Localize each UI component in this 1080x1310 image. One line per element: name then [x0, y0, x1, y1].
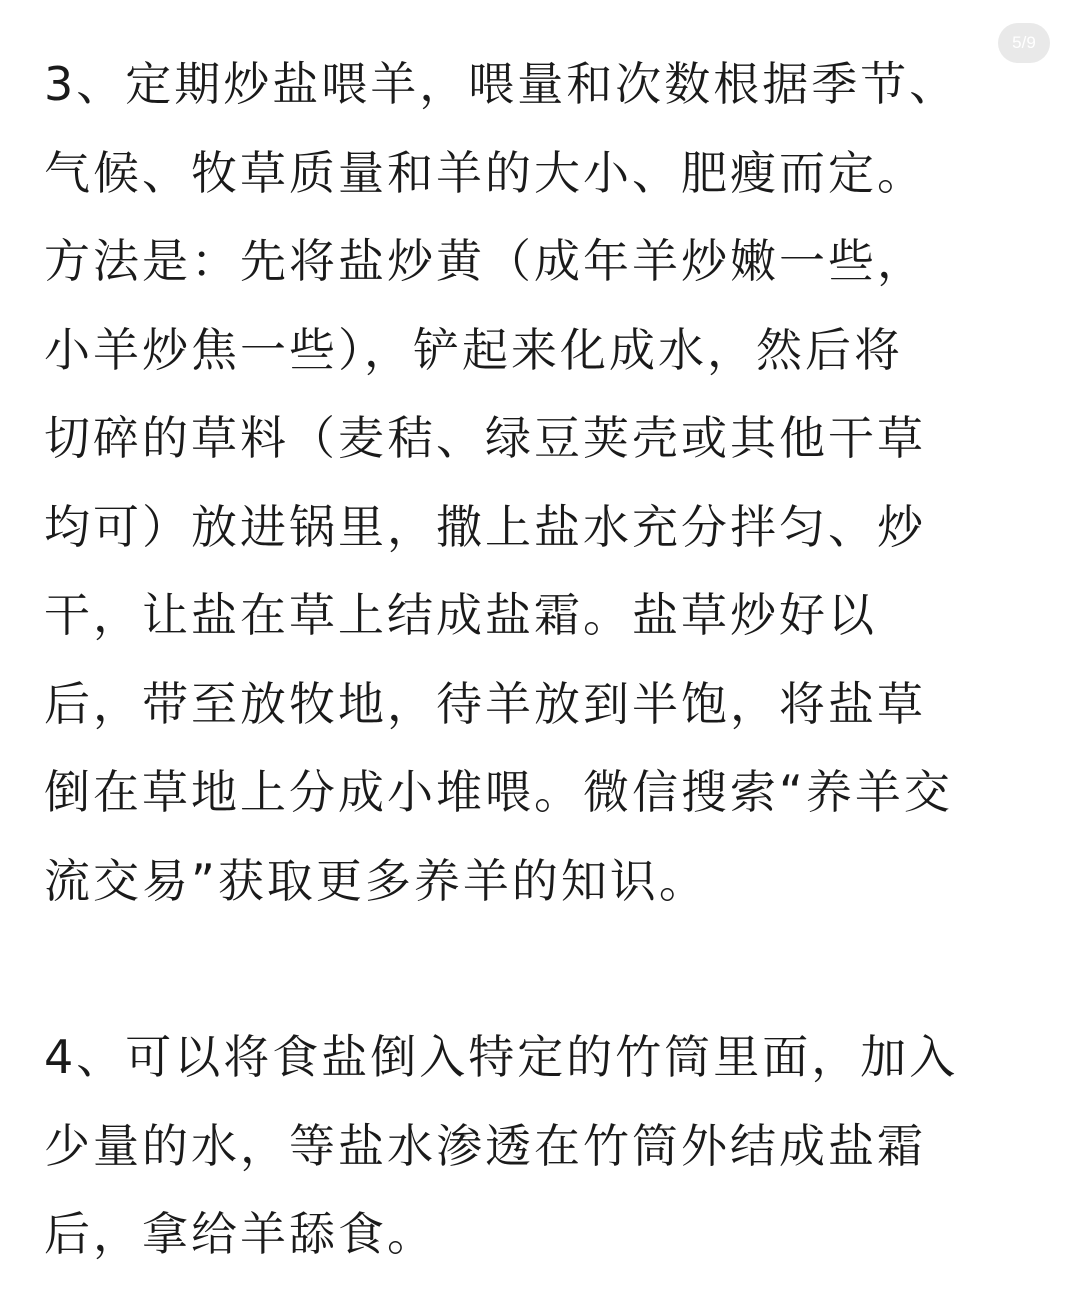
paragraph-line: 3、定期炒盐喂羊，喂量和次数根据季节、 [44, 57, 959, 111]
paragraph-line: 后，拿给羊舔食。 [44, 1207, 436, 1261]
paragraph-line: 切碎的草料（麦秸、绿豆荚壳或其他干草 [44, 411, 926, 465]
page-counter-badge: 5/9 [998, 23, 1050, 63]
paragraph-line: 干，让盐在草上结成盐霜。盐草炒好以 [44, 588, 877, 642]
article-paragraph-3 [44, 40, 1044, 925]
paragraph-line: 方法是：先将盐炒黄（成年羊炒嫩一些， [44, 234, 926, 288]
paragraph-line: 少量的水，等盐水渗透在竹筒外结成盐霜 [44, 1118, 926, 1173]
paragraph-line: 小羊炒焦一些），铲起来化成水，然后将 [44, 322, 903, 377]
article-paragraph-4 [44, 1013, 1044, 1279]
paragraph-line: 均可）放进锅里，撒上盐水充分拌匀、炒 [44, 499, 926, 554]
paragraph-line: 倒在草地上分成小堆喂。微信搜索“养羊交 [44, 765, 953, 819]
paragraph-line: 气候、牧草质量和羊的大小、肥瘦而定。 [44, 145, 926, 200]
article-content [44, 40, 1044, 1279]
paragraph-line: 4、可以将食盐倒入特定的竹筒里面，加入 [44, 1030, 959, 1084]
paragraph-line: 流交易”获取更多养羊的知识。 [44, 853, 708, 908]
paragraph-line: 后，带至放牧地，待羊放到半饱，将盐草 [44, 676, 926, 731]
